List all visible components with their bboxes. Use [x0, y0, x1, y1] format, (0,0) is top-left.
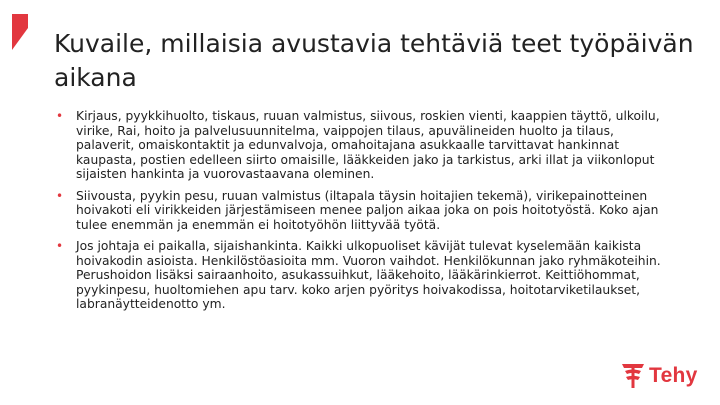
tehy-logo	[621, 362, 698, 390]
corner-accent-shape	[12, 14, 28, 50]
logo-text: Tehy	[649, 364, 698, 387]
bullet-list	[56, 109, 676, 319]
bullet-item	[56, 239, 676, 312]
bullet-marker: •	[56, 239, 64, 253]
tehy-emblem-icon	[621, 362, 645, 390]
bullet-marker: •	[56, 109, 64, 123]
bullet-marker: •	[56, 188, 64, 203]
bullet-text: Kirjaus, pyykkihuolto, tiskaus, ruuan valmistus, siivous, roskien vienti, kaappien täyttö, ulkoilu, virike, Rai, hoito ja palvelusuunnitelma, vaippojen tilaus, apuvälineiden huolto ja tilaus, palaverit, omaiskontaktit ja edunvalvoja, omahoitajana asukkaalle tarvittavat hankinnat kaupasta, postien edelleen siirto omaisille, lääkkeiden jako ja tarkistus, arki illat ja viikonloput sijaisten hankinta ja vuorovastaavana oleminen.	[76, 109, 660, 181]
bullet-text: Jos johtaja ei paikalla, sijaishankinta. Kaikki ulkopuoliset kävijät tulevat kyselemään kaikista hoivakodin asioista. Henkilöstöasioita mm. Vuoron vaihdot. Henkilökunnan jako ryhmäkoteihin. Perushoidon lisäksi sairaanhoito, asukassuihkut, lääkehoito, lääkärinkierrot. Keittiöhommat, pyykinpesu, huoltomiehen apu tarv. koko arjen pyöritys hoivakodissa, hoitotarviketilaukset, labranäytteidenotto ym.	[76, 239, 661, 311]
slide-title: Kuvaile, millaisia avustavia tehtäviä teet työpäivän aikana	[54, 29, 694, 92]
bullet-item	[56, 109, 676, 182]
bullet-item	[56, 189, 676, 233]
bullet-text: Siivousta, pyykin pesu, ruuan valmistus (iltapala täysin hoitajien tekemä), virikepainotteinen hoivakoti eli virikkeiden järjestämiseen menee paljon aikaa joka on pois hoitotyöstä. Koko ajan tulee enemmän ja enemmän ei hoitotyöhön liittyvää työtä.	[76, 188, 659, 232]
